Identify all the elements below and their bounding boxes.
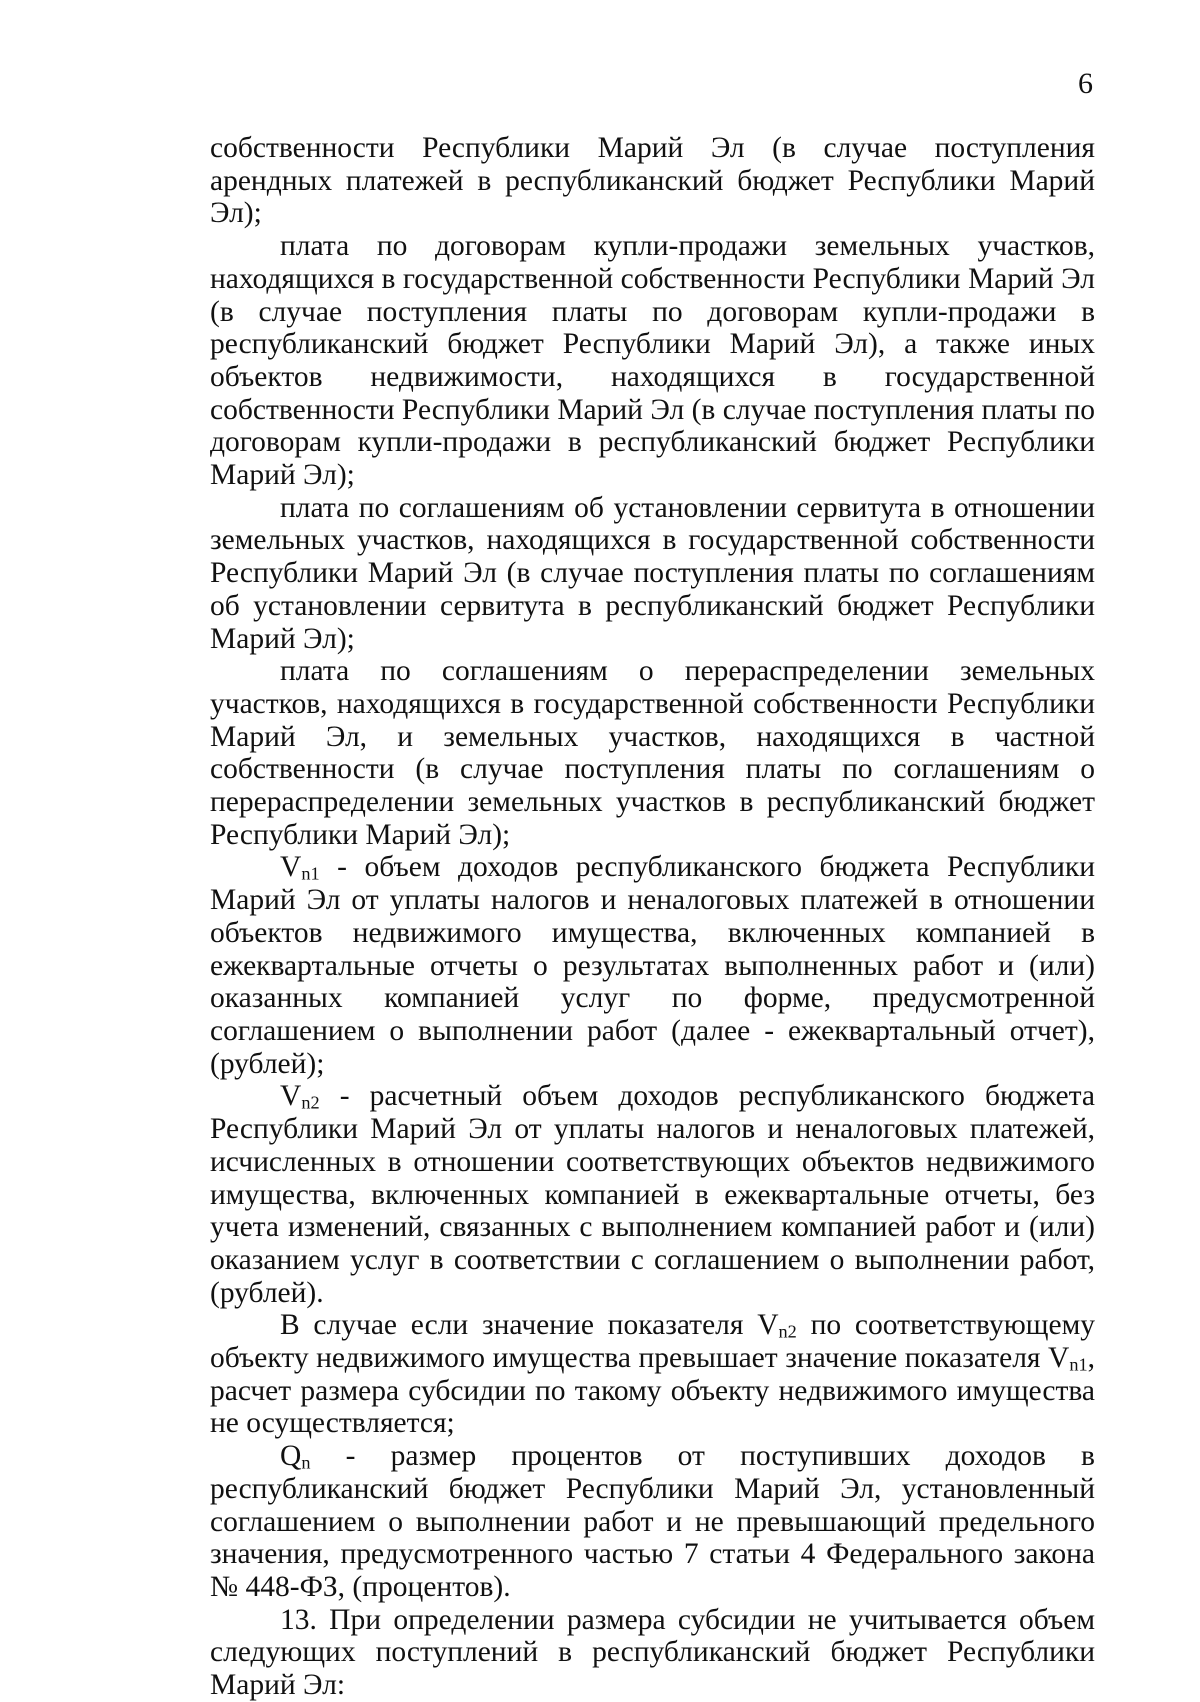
paragraph bbox=[210, 655, 1095, 851]
subscript-text: n1 bbox=[301, 863, 320, 884]
paragraph bbox=[210, 132, 1095, 230]
paragraph-text: В случае если значение показателя V bbox=[280, 1309, 779, 1342]
paragraph-text: , расчет размера субсидии по такому объекту недвижимого имущества не осуществляется; bbox=[210, 1342, 1095, 1440]
paragraph-text: плата по соглашениям о перераспределении земельных участков, находящихся в государственной собственности Республики Марий Эл, и земельных участков, находящихся в частной собственности (в случае поступления платы по соглашениям о перераспределении земельных участков в республиканский бюджет Республики Марий Эл); bbox=[210, 655, 1095, 851]
subscript-text: n2 bbox=[778, 1321, 797, 1342]
paragraph-text: Q bbox=[280, 1440, 302, 1473]
paragraph-text: по соответствующему объекту недвижимого имущества превышает значение показателя V bbox=[210, 1309, 1095, 1375]
paragraph bbox=[210, 1604, 1095, 1702]
paragraph-text: плата по соглашениям об установлении сервитута в отношении земельных участков, находящихся в государственной собственности Республики Марий Эл (в случае поступления платы по соглашениям об установлении сервитута в республиканский бюджет Республики Марий Эл); bbox=[210, 491, 1095, 655]
paragraph bbox=[210, 1440, 1095, 1604]
paragraph bbox=[210, 230, 1095, 492]
paragraph-text: - размер процентов от поступивших доходов в республиканский бюджет Республики Марий Эл, установленный соглашением о выполнении работ и не превышающий предельного значения, предусмотренного частью 7 статьи 4 Федерального закона № 448-ФЗ, (процентов). bbox=[210, 1440, 1095, 1603]
document-body bbox=[210, 132, 1095, 1702]
subscript-text: n1 bbox=[1069, 1354, 1088, 1375]
paragraph-text: собственности Республики Марий Эл (в случае поступления арендных платежей в республиканский бюджет Республики Марий Эл); bbox=[210, 132, 1095, 230]
paragraph-text: V bbox=[280, 851, 302, 884]
paragraph bbox=[210, 851, 1095, 1080]
paragraph bbox=[210, 1309, 1095, 1440]
paragraph-text: - объем доходов республиканского бюджета Республики Марий Эл от уплаты налогов и неналоговых платежей в отношении объектов недвижимого имущества, включенных компанией в ежеквартальные отчеты о результатах выполненных работ и (или) оказанных компанией услуг по форме, предусмотренной соглашением о выполнении работ (далее - ежеквартальный отчет), (рублей); bbox=[210, 851, 1095, 1080]
paragraph-text: V bbox=[280, 1080, 302, 1113]
paragraph-text: - расчетный объем доходов республиканского бюджета Республики Марий Эл от уплаты налогов и неналоговых платежей, исчисленных в отношении соответствующих объектов недвижимого имущества, включенных компанией в ежеквартальные отчеты, без учета изменений, связанных с выполнением компанией работ и (или) оказанием услуг в соответствии с соглашением о выполнении работ, (рублей). bbox=[210, 1080, 1095, 1309]
page-number: 6 bbox=[1078, 67, 1093, 100]
paragraph bbox=[210, 492, 1095, 656]
paragraph-text: 13. При определении размера субсидии не учитывается объем следующих поступлений в республиканский бюджет Республики Марий Эл: bbox=[210, 1603, 1095, 1702]
subscript-text: n bbox=[301, 1452, 311, 1473]
paragraph-text: плата по договорам купли-продажи земельных участков, находящихся в государственной собственности Республики Марий Эл (в случае поступления платы по договорам купли-продажи в республиканский бюджет Республики Марий Эл), а также иных объектов недвижимости, находящихся в государственной собственности Республики Марий Эл (в случае поступления платы по договорам купли-продажи в республиканский бюджет Республики Марий Эл); bbox=[210, 230, 1095, 492]
paragraph bbox=[210, 1080, 1095, 1309]
subscript-text: n2 bbox=[301, 1092, 320, 1113]
